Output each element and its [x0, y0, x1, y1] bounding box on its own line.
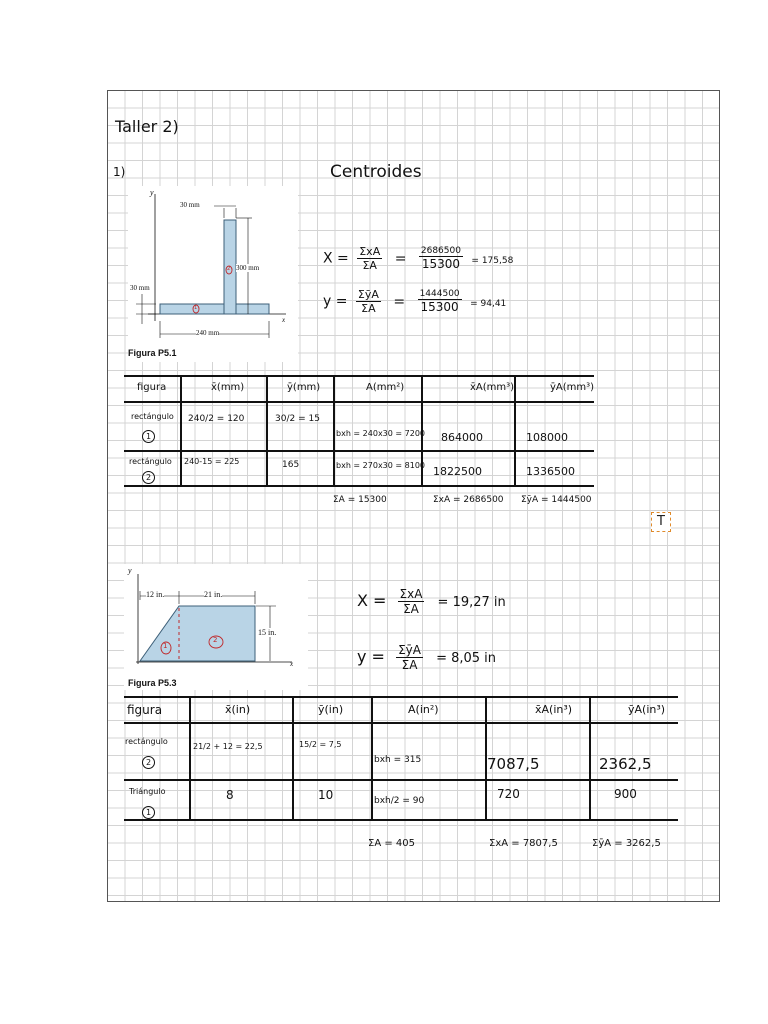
table2-header-y: ȳ(in) [318, 703, 344, 716]
page-title: Taller 2) [115, 117, 179, 136]
table2-row2-circle: 1 [142, 806, 155, 819]
dim-height: 300 mm [236, 264, 260, 272]
dim-thickness: 30 mm [130, 284, 150, 292]
ybar-values [418, 289, 462, 314]
xbar2-fraction [398, 587, 425, 616]
x-axis-label: x [290, 660, 294, 668]
ybar-lhs: y = [323, 293, 348, 310]
table2-row2-figura: Triángulo [129, 787, 166, 796]
table1-row-rule [124, 450, 594, 452]
table1-row2-y: 165 [282, 460, 300, 470]
table1-header-rule [124, 401, 594, 403]
table1-row2-x: 240-15 = 225 [184, 457, 240, 466]
table1-row1-figura: rectángulo [131, 412, 174, 421]
table1-row1-number [142, 430, 155, 443]
xbar-val-num: 2686500 [420, 246, 461, 256]
table1-row1-xa: 864000 [441, 431, 483, 444]
table2-sum-a: ΣA = 405 [368, 838, 415, 849]
ybar2-den: ΣA [401, 658, 418, 672]
part-label-1: 1 [163, 642, 168, 650]
ybar2-fraction [396, 643, 423, 672]
section-heading: Centroides [330, 162, 422, 182]
part-label-2: 2 [213, 636, 218, 644]
table2-col-rule [371, 696, 373, 821]
x-axis-label: x [282, 316, 286, 324]
xbar2-num: ΣxA [399, 587, 423, 601]
table2-row2-ya: 900 [614, 787, 637, 801]
table2-sum-xa: ΣxA = 7807,5 [489, 838, 558, 849]
table2-row2-a: bxh/2 = 90 [374, 796, 425, 806]
item-number: 1) [113, 165, 126, 179]
table1-sum-xa: ΣxA = 2686500 [433, 495, 504, 505]
dim-height: 15 in. [258, 628, 277, 637]
table1-col-rule [180, 375, 182, 487]
xbar2-result: = 19,27 in [437, 595, 506, 610]
table1-sum-a: ΣA = 15300 [333, 495, 387, 505]
table1-top-rule [124, 375, 594, 377]
figure-caption: Figura P5.3 [128, 678, 177, 688]
table1-row2-number [142, 471, 155, 484]
ybar2-formula [357, 643, 496, 672]
table2-row1-x: 21/2 + 12 = 22,5 [193, 742, 263, 751]
table1-header-y: ȳ(mm) [287, 382, 321, 393]
table2-header-ya: ȳA(in³) [628, 703, 666, 716]
ybar2-num: ΣȳA [398, 643, 421, 657]
xbar-formula: X = $\frac{\text{ΣxA}}{\Sigma A}$ = $\frac{2686500}{15300}$ = 175,58 [323, 245, 514, 272]
ybar-formula: y = $\frac{\text{ΣȳA}}{\Sigma A}$ = $\frac{1444500}{15300}$ = 94,41 [323, 288, 507, 315]
y-axis-label: y [128, 566, 132, 575]
table2-row-rule [124, 779, 678, 781]
table2-header-xa: x̄A(in³) [535, 703, 573, 716]
table2-row1-y: 15/2 = 7,5 [299, 740, 342, 749]
table2-col-rule [189, 696, 191, 821]
table1-header-x: x̄(mm) [211, 382, 245, 393]
ybar-val-den: 15300 [420, 300, 459, 314]
table1-row2-a: bxh = 270x30 = 8100 [336, 461, 426, 470]
part-label-1: 1 [194, 305, 198, 311]
dim-top: 21 in. [204, 590, 223, 599]
table2-bottom-rule [124, 819, 678, 821]
ybar-result: = 94,41 [470, 298, 507, 309]
xbar-den: ΣA [362, 259, 377, 272]
table2-row2-y: 10 [318, 788, 334, 802]
xbar-lhs: X = [323, 250, 349, 267]
table2-header-x: x̄(in) [225, 703, 251, 716]
xbar-fraction [357, 245, 382, 272]
table2-row2-x: 8 [226, 788, 234, 802]
table2-row1-number [142, 756, 155, 769]
figure-caption: Figura P5.1 [128, 348, 177, 358]
table2-header-rule [124, 722, 678, 724]
table1-bottom-rule [124, 485, 594, 487]
dim-base: 240 mm [196, 329, 220, 337]
table1-col-rule [333, 375, 335, 487]
table1-header-xa: x̄A(mm³) [470, 382, 515, 393]
table1-header-ya: ȳA(mm³) [550, 382, 595, 393]
table1-row1-y: 30/2 = 15 [275, 414, 320, 424]
table1-header-figura: figura [137, 382, 167, 393]
table2-row1-a: bxh = 315 [374, 755, 422, 765]
table2-header-figura: figura [127, 703, 163, 717]
xbar-values [419, 246, 463, 271]
text-tool-button[interactable]: T [651, 512, 671, 532]
table2-row2-number [142, 806, 155, 819]
xbar-result: = 175,58 [471, 255, 514, 266]
xbar2-den: ΣA [403, 602, 419, 616]
ybar-val-num: 1444500 [419, 289, 460, 299]
dim-left: 12 in. [146, 590, 165, 599]
xbar2-lhs: X = [357, 591, 387, 610]
table2-row1-ya: 2362,5 [599, 755, 652, 773]
table1-row2-ya: 1336500 [526, 465, 575, 478]
table1-col-rule [514, 375, 516, 487]
ybar2-result: = 8,05 in [436, 651, 497, 666]
ybar-den: ΣA [361, 302, 376, 315]
table2-col-rule [589, 696, 591, 821]
table2-top-rule [124, 696, 678, 698]
table1-row2-circle: 2 [142, 471, 155, 484]
xbar-num: ΣxA [359, 245, 381, 258]
dim-top-width: 30 mm [180, 201, 200, 209]
table1-row1-a: bxh = 240x30 = 7200 [336, 429, 426, 438]
ybar-num: ΣȳA [357, 288, 379, 301]
table1-row1-ya: 108000 [526, 431, 568, 444]
table2-row1-figura: rectángulo [125, 737, 168, 746]
xbar-val-den: 15300 [421, 257, 461, 271]
table1-row1-circle: 1 [142, 430, 155, 443]
ybar-fraction [356, 288, 381, 315]
xbar2-formula [357, 587, 506, 616]
part-label-2: 2 [227, 266, 231, 272]
figure-p5-1 [128, 186, 298, 362]
trapezoid-diagram [124, 564, 308, 690]
table1-header-a: A(mm²) [366, 382, 405, 393]
table2-header-a: A(in²) [408, 703, 439, 716]
table2-row1-circle: 2 [142, 756, 155, 769]
table2-row1-xa: 7087,5 [487, 755, 540, 773]
table1-row2-figura: rectángulo [129, 457, 172, 466]
y-axis-label: y [150, 188, 154, 197]
table1-row1-x: 240/2 = 120 [188, 414, 245, 424]
table1-col-rule [266, 375, 268, 487]
table1-row2-xa: 1822500 [433, 465, 482, 478]
table1-sum-ya: ΣȳA = 1444500 [521, 495, 592, 505]
table2-sum-ya: ΣȳA = 3262,5 [592, 838, 661, 849]
table2-col-rule [292, 696, 294, 821]
ybar2-lhs: y = [357, 647, 385, 666]
table2-row2-xa: 720 [497, 787, 520, 801]
figure-p5-3 [124, 564, 308, 690]
